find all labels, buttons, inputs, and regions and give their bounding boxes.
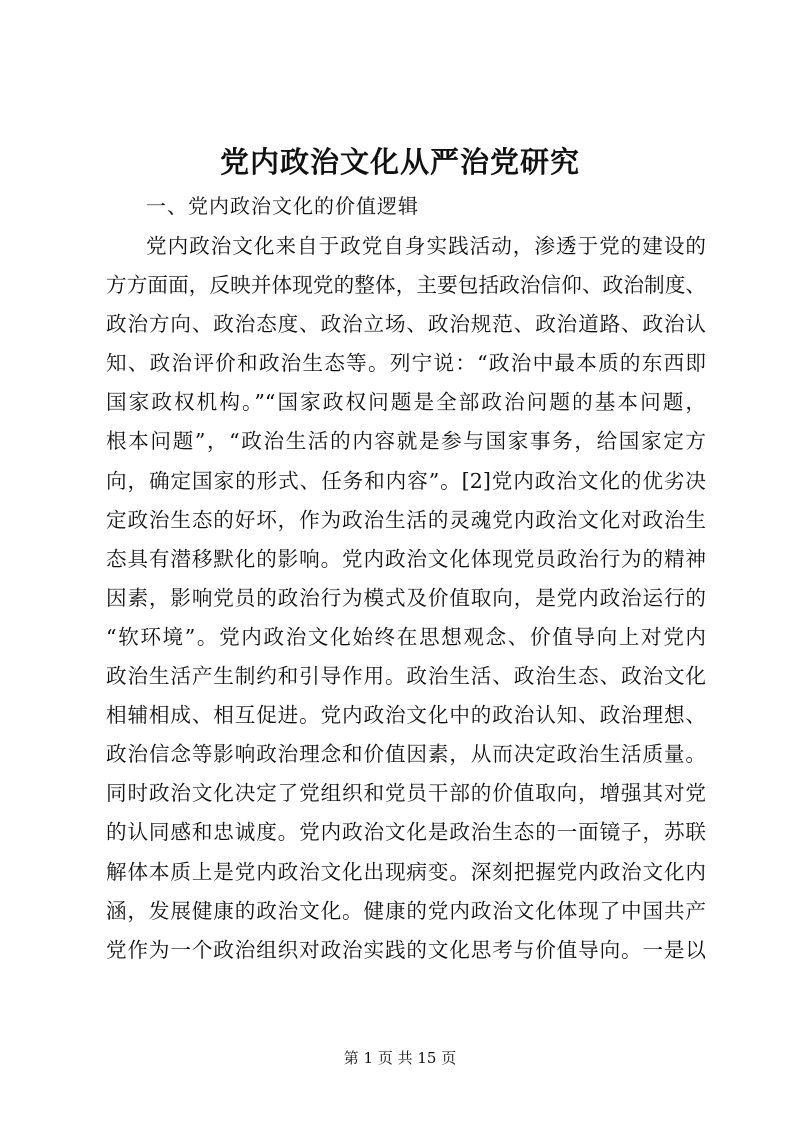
body-line: 知、政治评价和政治生态等。列宁说：“政治中最本质的东西即: [106, 351, 706, 376]
body-line: 解体本质上是党内政治文化出现病变。深刻把握党内政治文化内: [106, 859, 706, 884]
body-line: 国家政权机构。”“国家政权问题是全部政治问题的基本问题，: [106, 390, 706, 415]
body-line: 向，确定国家的形式、任务和内容”。[2]党内政治文化的优劣决: [106, 468, 706, 493]
body-line: 相辅相成、相互促进。党内政治文化中的政治认知、政治理想、: [106, 703, 706, 728]
body-text: [106, 227, 706, 970]
body-line: 涵，发展健康的政治文化。健康的党内政治文化体现了中国共产: [106, 898, 706, 923]
body-line: 党作为一个政治组织对政治实践的文化思考与价值导向。一是以: [106, 937, 706, 962]
body-line: 定政治生态的好坏，作为政治生活的灵魂党内政治文化对政治生: [106, 507, 706, 532]
body-line: 的认同感和忠诚度。党内政治文化是政治生态的一面镜子，苏联: [106, 820, 706, 845]
body-line: 政治方向、政治态度、政治立场、政治规范、政治道路、政治认: [106, 312, 706, 337]
body-line: 因素，影响党员的政治行为模式及价值取向，是党内政治运行的: [106, 585, 706, 610]
body-line: 党内政治文化来自于政党自身实践活动，渗透于党的建设的: [146, 234, 706, 258]
body-line: “软环境”。党内政治文化始终在思想观念、价值导向上对党内: [106, 624, 706, 649]
body-line: 政治信念等影响政治理念和价值因素，从而决定政治生活质量。: [106, 742, 706, 767]
body-line: 同时政治文化决定了党组织和党员干部的价值取向，增强其对党: [106, 781, 706, 806]
section-heading: 一、党内政治文化的价值逻辑: [146, 194, 419, 218]
body-line: 政治生活产生制约和引导作用。政治生活、政治生态、政治文化: [106, 664, 706, 689]
page-number-footer: 第 1 页 共 15 页: [343, 1049, 457, 1067]
body-line: 根本问题”，“政治生活的内容就是参与国家事务，给国家定方: [106, 429, 706, 454]
body-line: 态具有潜移默化的影响。党内政治文化体现党员政治行为的精神: [106, 546, 706, 571]
document-title: 党内政治文化从严治党研究: [219, 145, 580, 179]
body-line: 方方面面，反映并体现党的整体，主要包括政治信仰、政治制度、: [106, 273, 706, 298]
